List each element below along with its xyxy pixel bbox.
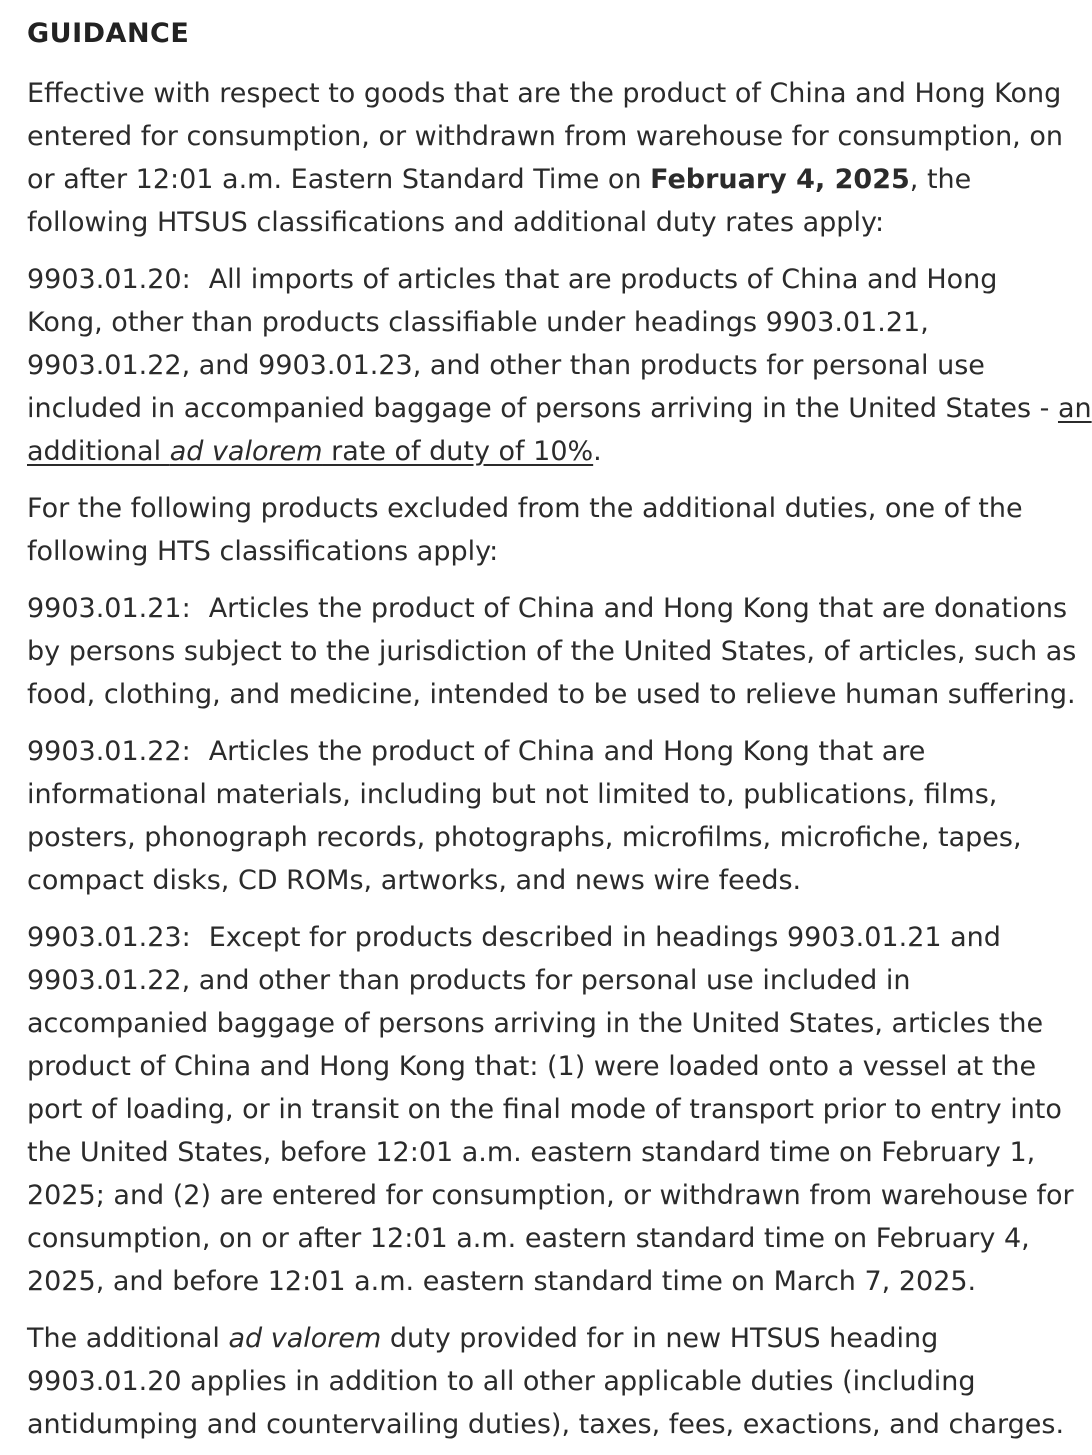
text-line: entered for consumption, or withdrawn from warehouse for consumption, on [27, 121, 1063, 152]
text-segment: The additional [27, 1323, 229, 1354]
page-title: GUIDANCE [27, 18, 190, 49]
text-line: by persons subject to the jurisdiction of the United States, of articles, such as [27, 636, 1077, 667]
duty-rate-link[interactable] [27, 436, 593, 467]
text-line: food, clothing, and medicine, intended to be used to relieve human suffering. [27, 679, 1076, 710]
heading-9903-01-23-paragraph [27, 916, 1087, 1303]
text-segment: Except for products described in headings 9903.01.21 and [208, 922, 1001, 953]
text-line: following HTSUS classifications and additional duty rates apply: [27, 207, 885, 238]
text-line [27, 730, 1087, 773]
closing-paragraph [27, 1317, 1087, 1446]
text-line: the United States, before 12:01 a.m. eastern standard time on February 1, [27, 1137, 1036, 1168]
italic-term: ad valorem [169, 436, 323, 467]
heading-9903-01-22-paragraph [27, 730, 1087, 902]
text-line: compact disks, CD ROMs, artworks, and news wire feeds. [27, 865, 802, 896]
text-segment: All imports of articles that are products of China and Hong [208, 264, 998, 295]
text-line: For the following products excluded from the additional duties, one of the [27, 493, 1023, 524]
hts-code: 9903.01.22: [27, 736, 191, 767]
text-line: following HTS classifications apply: [27, 536, 499, 567]
text-line: 2025, and before 12:01 a.m. eastern standard time on March 7, 2025. [27, 1266, 977, 1297]
text-segment: or after 12:01 a.m. Eastern Standard Time on [27, 164, 651, 195]
italic-term: ad valorem [228, 1323, 382, 1354]
text-segment: . [593, 436, 602, 467]
text-segment: Articles the product of China and Hong Kong that are [208, 736, 926, 767]
hts-code: 9903.01.23: [27, 922, 191, 953]
text-line: product of China and Hong Kong that: (1) were loaded onto a vessel at the [27, 1051, 1037, 1082]
text-line: 9903.01.20 applies in addition to all other applicable duties (including [27, 1366, 976, 1397]
text-line [27, 387, 1092, 430]
excluded-products-paragraph [27, 487, 1087, 573]
text-line: 9903.01.22, and 9903.01.23, and other than products for personal use [27, 350, 985, 381]
text-line: port of loading, or in transit on the final mode of transport prior to entry into [27, 1094, 1062, 1125]
text-line: consumption, on or after 12:01 a.m. eastern standard time on February 4, [27, 1223, 1030, 1254]
intro-paragraph [27, 72, 1087, 244]
heading-9903-01-20-paragraph [27, 258, 1092, 473]
text-line: accompanied baggage of persons arriving in the United States, articles the [27, 1008, 1044, 1039]
text-line: Effective with respect to goods that are the product of China and Hong Kong [27, 78, 1062, 109]
text-segment: additional [27, 436, 170, 467]
text-segment: included in accompanied baggage of persons arriving in the United States - [27, 393, 1058, 424]
text-segment: rate of duty of 10% [322, 436, 594, 467]
text-segment: , the [909, 164, 972, 195]
heading-9903-01-21-paragraph [27, 587, 1087, 716]
text-line [27, 916, 1087, 959]
text-line [27, 1317, 1087, 1360]
text-line: posters, phonograph records, photographs, microfilms, microfiche, tapes, [27, 822, 1022, 853]
duty-rate-link[interactable]: an [1057, 393, 1092, 424]
hts-code: 9903.01.20: [27, 264, 191, 295]
text-line [27, 258, 1087, 301]
text-segment: Articles the product of China and Hong Kong that are donations [208, 593, 1068, 624]
hts-code: 9903.01.21: [27, 593, 191, 624]
text-segment: duty provided for in new HTSUS heading [381, 1323, 939, 1354]
text-line: 9903.01.22, and other than products for personal use included in [27, 965, 911, 996]
text-line [27, 158, 1087, 201]
text-line [27, 430, 1087, 473]
effective-date: February 4, 2025 [650, 164, 910, 195]
text-line [27, 587, 1087, 630]
text-line: 2025; and (2) are entered for consumption, or withdrawn from warehouse for [27, 1180, 1074, 1211]
text-line: antidumping and countervailing duties), taxes, fees, exactions, and charges. [27, 1409, 1065, 1440]
text-line: Kong, other than products classifiable under headings 9903.01.21, [27, 307, 929, 338]
text-line: informational materials, including but not limited to, publications, films, [27, 779, 998, 810]
